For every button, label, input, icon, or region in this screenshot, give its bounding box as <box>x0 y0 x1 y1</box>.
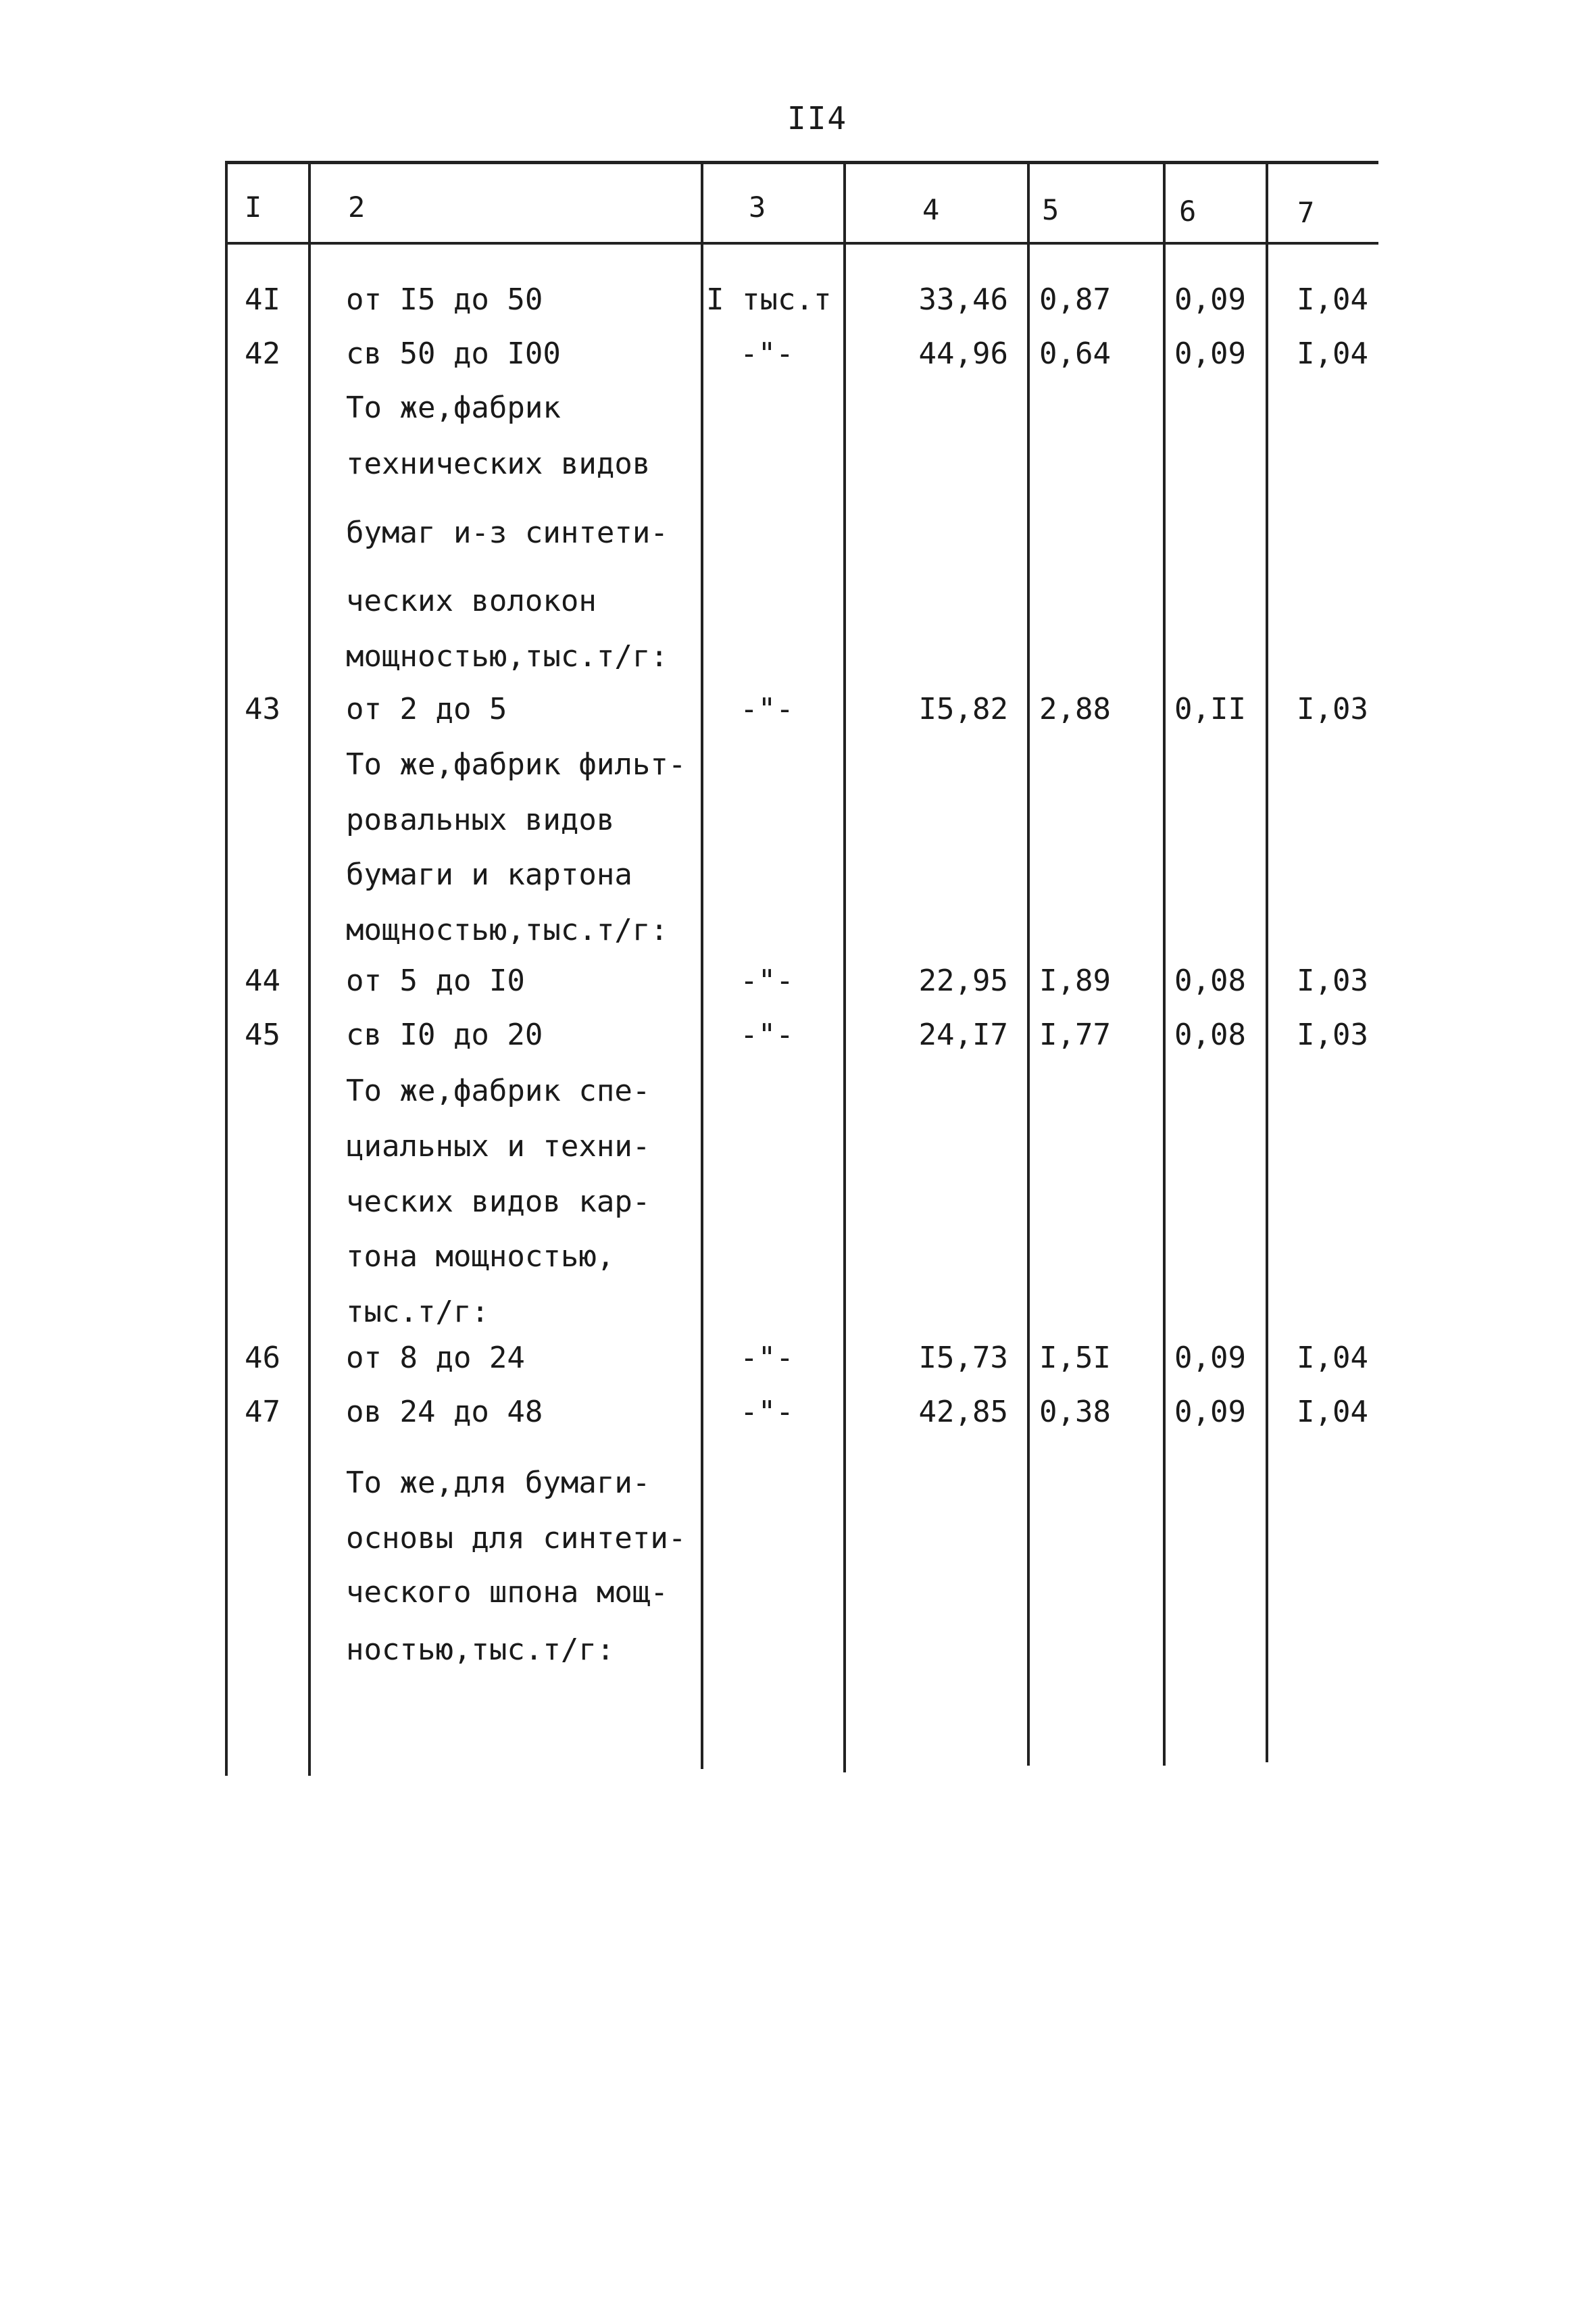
unit-cell: I тыс.т <box>706 282 832 317</box>
description-cell: от I5 до 50 <box>346 282 543 317</box>
description-cell: от 2 до 5 <box>346 692 507 726</box>
header-cell: 7 <box>1297 196 1315 229</box>
description-cell: ов 24 до 48 <box>346 1395 543 1429</box>
header-cell: 5 <box>1042 193 1059 226</box>
description-cell: от 8 до 24 <box>346 1341 525 1375</box>
value-cell: I,04 <box>1297 337 1368 371</box>
value-cell: I,04 <box>1297 1341 1368 1375</box>
description-cell: ческого шпона мощ- <box>346 1575 668 1610</box>
value-cell: I,03 <box>1297 1018 1368 1052</box>
value-cell: 0,38 <box>1039 1395 1111 1429</box>
row-number-cell: 46 <box>245 1341 280 1375</box>
unit-cell: -"- <box>740 1395 794 1429</box>
row-number-cell: 45 <box>245 1018 280 1052</box>
description-cell: ческих видов кар- <box>346 1185 651 1219</box>
value-cell: I,89 <box>1039 964 1111 998</box>
description-cell: То же,фабрик <box>346 391 561 425</box>
value-cell: 22,95 <box>918 964 1008 998</box>
column-divider <box>843 161 846 1772</box>
description-cell: То же,фабрик спе- <box>346 1074 651 1108</box>
value-cell: 42,85 <box>918 1395 1008 1429</box>
unit-cell: -"- <box>740 1018 794 1052</box>
unit-cell: -"- <box>740 964 794 998</box>
value-cell: I,77 <box>1039 1018 1111 1052</box>
value-cell: 0,09 <box>1174 337 1246 371</box>
column-divider <box>225 161 228 1776</box>
description-cell: тыс.т/г: <box>346 1295 489 1329</box>
value-cell: 0,08 <box>1174 1018 1246 1052</box>
description-cell: основы для синтети- <box>346 1521 687 1555</box>
column-divider <box>1027 161 1030 1766</box>
page-number: II4 <box>787 100 848 136</box>
value-cell: 0,09 <box>1174 1395 1246 1429</box>
value-cell: I,04 <box>1297 282 1368 317</box>
description-cell: бумаги и картона <box>346 857 632 892</box>
header-cell: I <box>245 191 262 224</box>
value-cell: 2,88 <box>1039 692 1111 726</box>
value-cell: I,5I <box>1039 1341 1111 1375</box>
value-cell: 44,96 <box>918 337 1008 371</box>
value-cell: 0,87 <box>1039 282 1111 317</box>
column-divider <box>701 161 703 1769</box>
description-cell: ровальных видов <box>346 803 615 837</box>
description-cell: ческих волокон <box>346 584 597 618</box>
description-cell: св I0 до 20 <box>346 1018 543 1052</box>
description-cell: от 5 до I0 <box>346 964 525 998</box>
row-number-cell: 43 <box>245 692 280 726</box>
value-cell: 24,I7 <box>918 1018 1008 1052</box>
description-cell: технических видов <box>346 447 651 481</box>
description-cell: мощностью,тыс.т/г: <box>346 639 668 674</box>
column-divider <box>1163 161 1166 1766</box>
value-cell: 0,08 <box>1174 964 1246 998</box>
value-cell: I,03 <box>1297 964 1368 998</box>
value-cell: I,03 <box>1297 692 1368 726</box>
header-cell: 3 <box>749 191 766 224</box>
table-top-rule <box>225 161 1378 164</box>
header-cell: 4 <box>922 193 940 226</box>
row-number-cell: 44 <box>245 964 280 998</box>
column-divider <box>308 161 311 1776</box>
row-number-cell: 42 <box>245 337 280 371</box>
value-cell: 0,09 <box>1174 282 1246 317</box>
description-cell: То же,для бумаги- <box>346 1466 651 1500</box>
description-cell: мощностью,тыс.т/г: <box>346 913 668 947</box>
value-cell: 0,II <box>1174 692 1246 726</box>
value-cell: 0,09 <box>1174 1341 1246 1375</box>
description-cell: тона мощностью, <box>346 1239 615 1274</box>
description-cell: св 50 до I00 <box>346 337 561 371</box>
row-number-cell: 47 <box>245 1395 280 1429</box>
value-cell: I5,82 <box>918 692 1008 726</box>
value-cell: 0,64 <box>1039 337 1111 371</box>
value-cell: 33,46 <box>918 282 1008 317</box>
description-cell: циальных и техни- <box>346 1129 651 1164</box>
description-cell: ностью,тыс.т/г: <box>346 1633 615 1667</box>
value-cell: I5,73 <box>918 1341 1008 1375</box>
header-bottom-rule <box>225 242 1378 245</box>
unit-cell: -"- <box>740 692 794 726</box>
value-cell: I,04 <box>1297 1395 1368 1429</box>
header-cell: 6 <box>1179 195 1197 228</box>
unit-cell: -"- <box>740 1341 794 1375</box>
header-cell: 2 <box>348 191 366 224</box>
row-number-cell: 4I <box>245 282 280 317</box>
description-cell: То же,фабрик фильт- <box>346 747 687 782</box>
column-divider <box>1266 161 1268 1762</box>
unit-cell: -"- <box>740 337 794 371</box>
description-cell: бумаг и-з синтети- <box>346 516 668 550</box>
